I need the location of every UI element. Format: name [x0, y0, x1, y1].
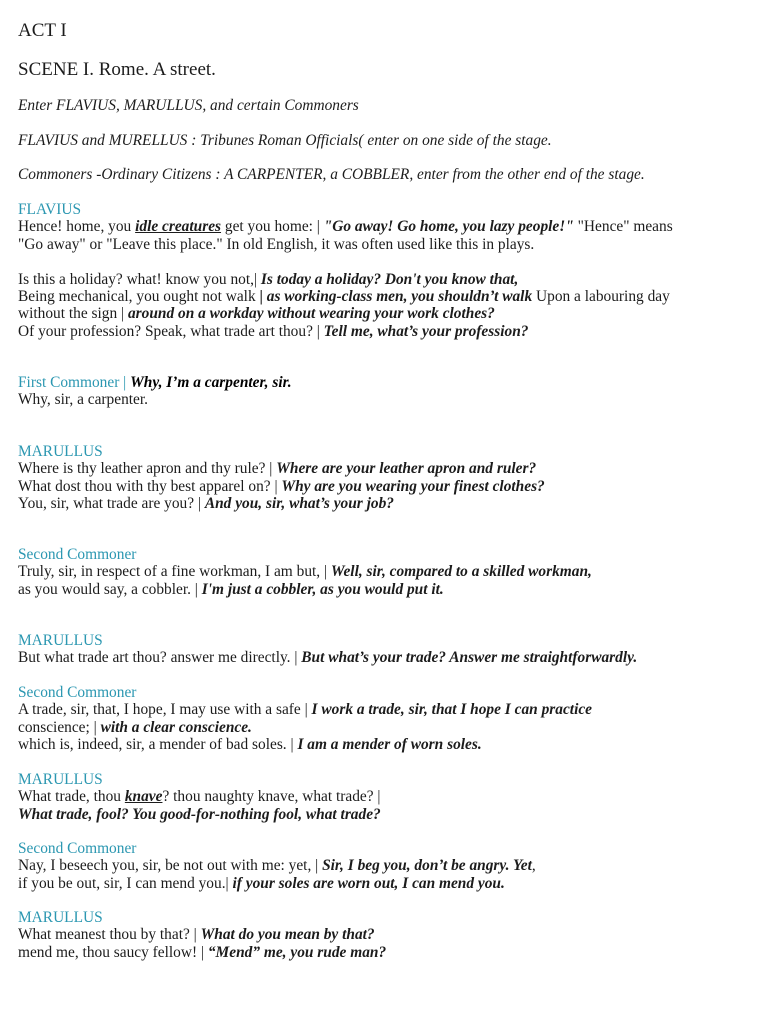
- separator: |: [259, 288, 267, 306]
- speech-marullus-3: [18, 771, 718, 823]
- dialogue-line: [18, 460, 718, 477]
- original-text: A trade, sir, that, I hope, I may use with a safe |: [18, 701, 312, 719]
- translation-text: But what’s your trade? Answer me straightforwardly.: [301, 649, 638, 667]
- translation-text: with a clear conscience.: [100, 718, 252, 736]
- dialogue-line: [18, 788, 718, 805]
- dialogue-line: [18, 495, 718, 512]
- original-text: conscience; |: [18, 718, 101, 736]
- original-text: But what trade art thou? answer me directly. |: [18, 649, 302, 667]
- translation-text: Why are you wearing your finest clothes?: [281, 477, 545, 495]
- act-heading: ACT I: [18, 20, 67, 41]
- original-text: Nay, I beseech you, sir, be not out with me: yet, |: [18, 857, 323, 875]
- original-text: What dost thou with thy best apparel on? |: [18, 477, 282, 495]
- translation-text: Why, I’m a carpenter, sir.: [130, 374, 292, 391]
- translation-text: Is today a holiday? Don't you know that,: [260, 270, 519, 288]
- translation-text: if your soles are worn out, I can mend you.: [232, 874, 505, 892]
- dialogue-line: Why, sir, a carpenter.: [18, 391, 148, 409]
- translation-line: What trade, fool? You good-for-nothing fool, what trade?: [18, 805, 381, 823]
- original-text: Upon a labouring day: [532, 288, 670, 306]
- original-text: You, sir, what trade are you? |: [18, 495, 205, 513]
- speaker-name: MARULLUS: [18, 909, 103, 926]
- translation-text: Tell me, what’s your profession?: [323, 322, 529, 340]
- translation-text: Where are your leather apron and ruler?: [276, 460, 537, 478]
- dialogue-line: [18, 736, 718, 753]
- speech-flavius: [18, 201, 718, 340]
- original-text: What trade, thou: [18, 788, 125, 806]
- speech-second-commoner-1: [18, 546, 718, 598]
- translation-text: as working-class men, you shouldn’t walk: [266, 288, 533, 306]
- stage-direction-commoners: Commoners -Ordinary Citizens : A CARPENTER, a COBBLER, enter from the other end of the stage.: [18, 166, 645, 183]
- stage-direction-enter: Enter FLAVIUS, MARULLUS, and certain Commoners: [18, 97, 359, 114]
- highlighted-word: idle creatures: [135, 218, 222, 236]
- original-text: ? thou naughty knave, what trade? |: [162, 788, 381, 806]
- speech-marullus-2: [18, 632, 718, 667]
- speaker-name: MARULLUS: [18, 771, 103, 788]
- dialogue-line: [18, 288, 718, 305]
- dialogue-line: [18, 701, 718, 718]
- speech-first-commoner: [18, 374, 718, 409]
- dialogue-line: [18, 581, 718, 598]
- original-text: without the sign |: [18, 305, 128, 323]
- translation-text: Sir, I beg you, don’t be angry. Yet: [322, 857, 532, 875]
- translation-text: "Go away! Go home, you lazy people!": [323, 218, 574, 236]
- translation-text: Well, sir, compared to a skilled workman,: [330, 563, 592, 581]
- dialogue-line: [18, 271, 718, 288]
- dialogue-line: [18, 218, 718, 235]
- translation-text: I am a mender of worn soles.: [297, 736, 482, 754]
- original-text: What meanest thou by that? |: [18, 926, 201, 944]
- dialogue-line: [18, 323, 718, 340]
- blank-line: [18, 253, 718, 270]
- dialogue-line: [18, 719, 718, 736]
- speaker-name: Second Commoner: [18, 684, 137, 701]
- original-text: as you would say, a cobbler. |: [18, 580, 202, 598]
- scene-heading: SCENE I. Rome. A street.: [18, 59, 216, 80]
- dialogue-line: [18, 944, 718, 961]
- translation-text: I work a trade, sir, that I hope I can practice: [311, 701, 593, 719]
- speaker-name: Second Commoner: [18, 546, 137, 563]
- dialogue-line: [18, 926, 718, 943]
- speaker-line: [18, 374, 718, 391]
- original-text: get you home: |: [221, 218, 324, 236]
- speech-marullus-1: [18, 443, 718, 513]
- note-line: "Go away" or "Leave this place." In old English, it was often used like this in plays.: [18, 235, 535, 253]
- highlighted-word: knave: [124, 788, 163, 806]
- original-text: Is this a holiday? what! know you not,|: [18, 270, 261, 288]
- original-text: Truly, sir, in respect of a fine workman, I am but, |: [18, 563, 331, 581]
- original-text: Being mechanical, you ought not walk: [18, 288, 260, 306]
- translation-text: I'm just a cobbler, as you would put it.: [201, 580, 444, 598]
- speaker-name: First Commoner |: [18, 374, 131, 391]
- speech-second-commoner-2: [18, 684, 718, 754]
- speech-second-commoner-3: [18, 840, 718, 892]
- dialogue-line: [18, 563, 718, 580]
- translation-text: “Mend” me, you rude man?: [207, 943, 387, 961]
- speaker-name: Second Commoner: [18, 840, 137, 857]
- translation-text: And you, sir, what’s your job?: [204, 495, 394, 513]
- original-text: Of your profession? Speak, what trade art thou? |: [18, 322, 324, 340]
- speaker-name: MARULLUS: [18, 443, 103, 460]
- original-text: Where is thy leather apron and thy rule? |: [18, 460, 277, 478]
- punctuation: ,: [531, 857, 536, 875]
- speaker-name: MARULLUS: [18, 632, 103, 649]
- dialogue-line: [18, 857, 718, 874]
- dialogue-line: [18, 478, 718, 495]
- original-text: Hence! home, you: [18, 218, 136, 236]
- translation-text: What do you mean by that?: [200, 926, 375, 944]
- speech-marullus-4: [18, 909, 718, 961]
- stage-direction-tribunes: FLAVIUS and MURELLUS : Tribunes Roman Officials( enter on one side of the stage.: [18, 132, 552, 149]
- dialogue-line: [18, 305, 718, 322]
- translation-text: around on a workday without wearing your work clothes?: [127, 305, 495, 323]
- speaker-name: FLAVIUS: [18, 201, 82, 218]
- original-text: which is, indeed, sir, a mender of bad soles. |: [18, 736, 298, 754]
- dialogue-line: [18, 875, 718, 892]
- dialogue-line: [18, 649, 718, 666]
- original-text: if you be out, sir, I can mend you.|: [18, 874, 233, 892]
- note-text: "Hence" means: [573, 218, 673, 236]
- original-text: mend me, thou saucy fellow! |: [18, 943, 208, 961]
